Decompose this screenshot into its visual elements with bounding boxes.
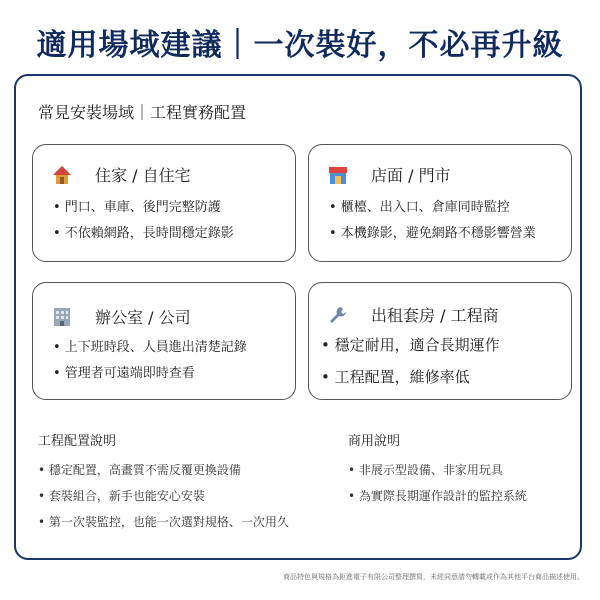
card-store xyxy=(308,144,572,262)
list-item: • 穩定配置，高畫質不需反覆更換設備 xyxy=(38,463,241,477)
content-frame xyxy=(14,74,582,560)
card-heading: 辦公室 / 公司 xyxy=(95,308,191,327)
engineering-notes xyxy=(38,430,289,535)
list-item: • 工程配置，維修率低 xyxy=(321,368,470,386)
section-subtitle: 常見安裝場域｜工程實務配置 xyxy=(38,103,247,122)
card-home xyxy=(32,144,296,262)
wrench-icon xyxy=(327,304,349,326)
list-item: • 為實際長期運作設計的監控系統 xyxy=(348,489,527,503)
card-heading: 出租套房 / 工程商 xyxy=(371,306,499,325)
list-item: • 上下班時段、人員進出清楚記錄 xyxy=(53,340,247,355)
commercial-heading: 商用說明 xyxy=(348,434,401,449)
list-item: • 本機錄影，避免網路不穩影響營業 xyxy=(329,226,536,241)
list-item: • 管理者可遠端即時查看 xyxy=(53,366,195,381)
card-rental-contractor xyxy=(308,282,572,400)
card-heading: 店面 / 門市 xyxy=(371,166,451,185)
footer-disclaimer: 商品特色與規格為鉅進電子有限公司整理撰寫，未經同意請勿轉載或作為其他平台商品描述使用。 xyxy=(283,573,584,581)
list-item: • 門口、車庫、後門完整防護 xyxy=(53,200,221,215)
office-building-icon xyxy=(51,306,73,328)
card-heading: 住家 / 自住宅 xyxy=(95,166,191,185)
page-title: 適用場域建議｜一次裝好，不必再升級 xyxy=(36,28,564,63)
engineering-heading: 工程配置說明 xyxy=(38,434,117,449)
house-icon xyxy=(51,164,73,186)
list-item: • 非展示型設備、非家用玩具 xyxy=(348,463,503,477)
list-item: • 穩定耐用，適合長期運作 xyxy=(321,336,500,354)
list-item: • 套裝組合，新手也能安心安裝 xyxy=(38,489,205,503)
card-office xyxy=(32,282,296,400)
list-item: • 不依賴網路，長時間穩定錄影 xyxy=(53,226,234,241)
list-item: • 第一次裝監控，也能一次選對規格、一次用久 xyxy=(38,515,289,529)
commercial-notes xyxy=(348,430,527,509)
list-item: • 櫃檯、出入口、倉庫同時監控 xyxy=(329,200,510,215)
storefront-icon xyxy=(327,164,349,186)
